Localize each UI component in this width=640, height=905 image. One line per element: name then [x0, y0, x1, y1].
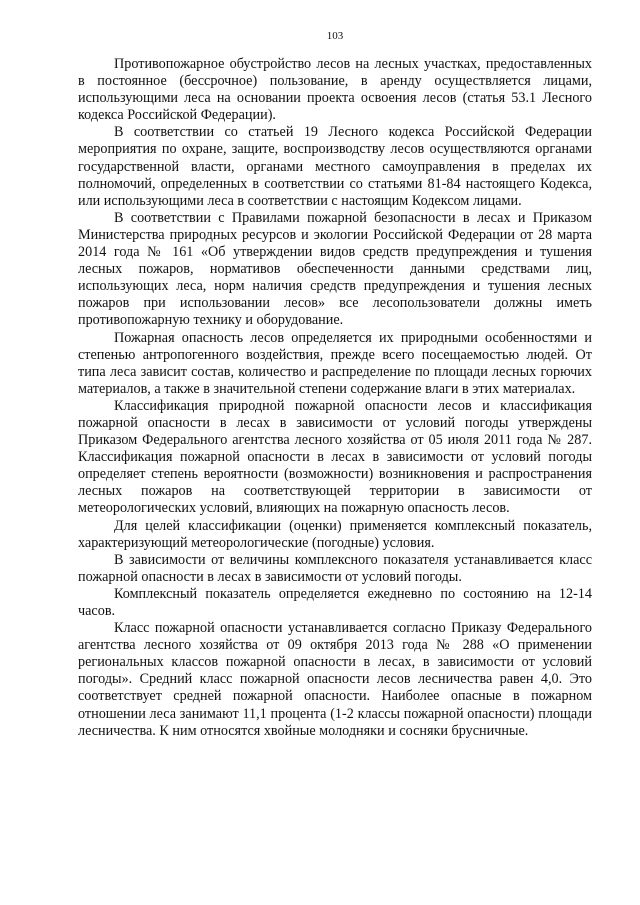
paragraph-fire-safety-rules: В соответствии с Правилами пожарной безопасности в лесах и Приказом Министерства природных ресурсов и экологии Российской Федерации от 28 марта 2014 года № 161 «Об утверждении видов средств предупреждения и тушения лесных пожаров, нормативов обеспеченности данными средствами лиц, использующих леса, норм наличия средств предупреждения и тушения лесных пожаров при использовании лесов» все лесопользователи должны иметь противопожарную технику и оборудование.	[78, 209, 592, 329]
paragraph-article-19: В соответствии со статьей 19 Лесного кодекса Российской Федерации мероприятия по охране, защите, воспроизводству лесов осуществляются органами государственной власти, органами местного самоуправления в пределах их полномочий, определенных в соответствии со статьями 81-84 настоящего Кодекса, или использующими леса в соответствии с настоящим Кодексом лицами.	[78, 124, 592, 209]
page-number: 103	[326, 30, 344, 42]
paragraph-fire-danger: Пожарная опасность лесов определяется их природными особенностями и степенью антропогенного воздействия, прежде всего посещаемостью людей. От типа леса зависит состав, количество и распределение по площади лесных горючих материалов, а также в значительной степени содержание влаги в этих материалах.	[78, 329, 592, 397]
paragraph-regional-classes: Класс пожарной опасности устанавливается согласно Приказу Федерального агентства лесного хозяйства от 09 октября 2013 года № 288 «О применении региональных классов пожарной опасности в лесах, в зависимости от условий погоды». Средний класс пожарной опасности лесов лесничества равен 4,0. Это соответствует средней пожарной опасности. Наиболее опасные в пожарном отношении леса занимают 11,1 процента (1-2 классы пожарной опасности) площади лесничества. К ним относятся хвойные молодняки и сосняки брусничные.	[78, 620, 592, 739]
paragraph-complex-index: Для целей классификации (оценки) применяется комплексный показатель, характеризующий метеорологические (погодные) условия.	[78, 517, 592, 551]
paragraph-classification: Классификация природной пожарной опасности лесов и классификация пожарной опасности в лесах в зависимости от условий погоды утверждены Приказом Федерального агентства лесного хозяйства от 05 июля 2011 года № 287. Классификация пожарной опасности в лесах в зависимости от условий погоды определяет степень вероятности (возможности) возникновения и распространения лесных пожаров на соответствующей территории в зависимости от метеорологических условий, влияющих на пожарную опасность лесов.	[78, 397, 592, 517]
paragraph-danger-class: В зависимости от величины комплексного показателя устанавливается класс пожарной опасности в лесах в зависимости от условий погоды.	[78, 551, 592, 585]
paragraph-daily-index: Комплексный показатель определяется ежедневно по состоянию на 12-14 часов.	[78, 585, 592, 619]
paragraph-fire-arrangement: Противопожарное обустройство лесов на лесных участках, предоставленных в постоянное (бессрочное) пользование, в аренду осуществляется лицами, использующими леса на основании проекта освоения лесов (статья 53.1 Лесного кодекса Российской Федерации).	[78, 56, 592, 124]
